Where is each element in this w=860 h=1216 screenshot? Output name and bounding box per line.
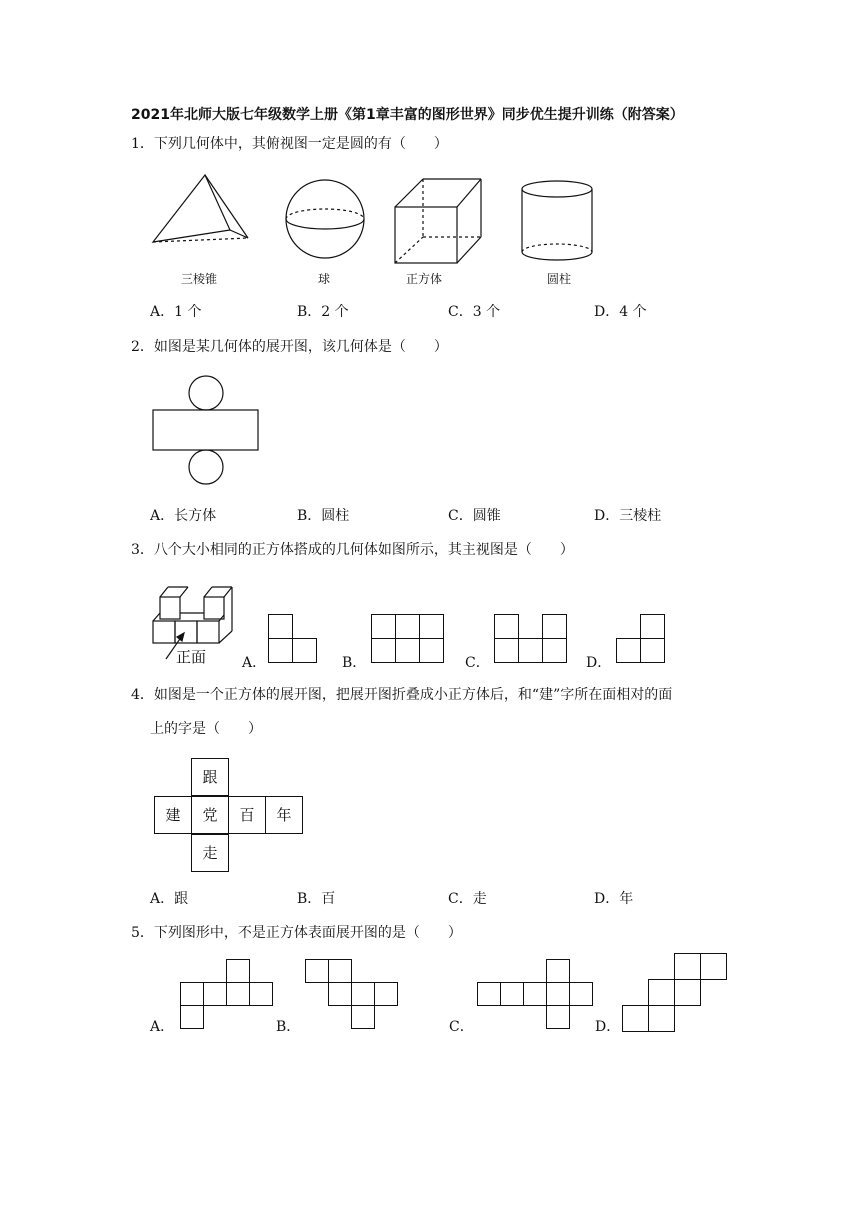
q5-b-square: [305, 959, 329, 983]
q3-option-c[interactable]: C．: [465, 655, 490, 671]
q2-option-d[interactable]: D．三棱柱: [594, 508, 662, 524]
q5-b-square: [351, 1005, 375, 1029]
q5-a-square: [226, 982, 250, 1006]
q5-a-square: [180, 1005, 204, 1029]
q5-option-c[interactable]: C．: [449, 1019, 474, 1035]
q5-c-square: [500, 982, 524, 1006]
page-title: 2021年北师大版七年级数学上册《第1章丰富的图形世界》同步优生提升训练（附答案）: [131, 107, 684, 123]
q2-option-c[interactable]: C．圆锥: [448, 508, 501, 524]
q4-stem-line1: 4．如图是一个正方体的展开图，把展开图折叠成小正方体后，和“建”字所在面相对的面: [131, 687, 673, 703]
q4-option-a[interactable]: A．跟: [150, 891, 189, 907]
q5-a-square: [180, 982, 204, 1006]
q5-d-square: [648, 979, 675, 1006]
q1-option-c[interactable]: C．3 个: [448, 304, 501, 320]
q4-cell-left: 建: [154, 796, 192, 834]
q5-d-square: [622, 1005, 649, 1032]
q5-option-d[interactable]: D．: [595, 1019, 621, 1035]
q3-stem: 3．八个大小相同的正方体搭成的几何体如图所示，其主视图是（ ）: [131, 542, 574, 558]
q3-b-square: [395, 614, 420, 639]
q3-b-square: [371, 638, 396, 663]
q5-c-square: [546, 982, 570, 1006]
q3-b-square: [419, 614, 444, 639]
q4-option-d[interactable]: D．年: [594, 891, 634, 907]
cylinder-figure: [521, 180, 595, 266]
cube-figure: [393, 177, 483, 267]
q3-c-square: [518, 638, 543, 663]
q2-option-b[interactable]: B．圆柱: [297, 508, 350, 524]
q3-b-square: [371, 614, 396, 639]
q5-c-square: [477, 982, 501, 1006]
q1-caption-pyramid: 三棱锥: [181, 272, 218, 286]
q5-option-a[interactable]: A．: [150, 1019, 175, 1035]
q3-a-square: [268, 614, 293, 639]
sphere-figure: [285, 179, 367, 261]
q3-d-square: [616, 638, 641, 663]
q3-a-square: [268, 638, 293, 663]
q5-d-square: [648, 1005, 675, 1032]
q4-cell-bottom: 走: [191, 834, 229, 872]
q5-b-square: [374, 982, 398, 1006]
q5-d-square: [700, 953, 727, 980]
q3-a-square: [292, 638, 317, 663]
q3-front-label: 正面: [176, 648, 207, 666]
q4-option-b[interactable]: B．百: [297, 891, 336, 907]
q3-b-square: [395, 638, 420, 663]
q5-a-square: [249, 982, 273, 1006]
q1-option-a[interactable]: A．1 个: [150, 304, 202, 320]
q1-stem: 1．下列几何体中，其俯视图一定是圆的有（ ）: [131, 136, 448, 152]
q5-a-square: [203, 982, 227, 1006]
q4-stem-line2: 上的字是（ ）: [150, 721, 262, 737]
q5-stem: 5．下列图形中，不是正方体表面展开图的是（ ）: [131, 925, 462, 941]
q5-c-square: [546, 1005, 570, 1029]
q3-d-square: [640, 614, 665, 639]
q5-option-b[interactable]: B．: [276, 1019, 301, 1035]
q2-option-a[interactable]: A．长方体: [150, 508, 217, 524]
q5-c-square: [569, 982, 593, 1006]
q3-d-square: [640, 638, 665, 663]
q3-c-square: [542, 614, 567, 639]
q5-b-square: [328, 959, 352, 983]
q4-option-c[interactable]: C．走: [448, 891, 487, 907]
q3-b-square: [419, 638, 444, 663]
q4-cell-right1: 百: [228, 796, 266, 834]
q1-caption-sphere: 球: [318, 272, 331, 286]
q1-option-d[interactable]: D．4 个: [594, 304, 647, 320]
q5-a-square: [226, 959, 250, 983]
q5-d-square: [674, 979, 701, 1006]
cylinder-net-figure: [152, 375, 260, 487]
q3-c-square: [494, 614, 519, 639]
q3-c-square: [542, 638, 567, 663]
q1-option-b[interactable]: B．2 个: [297, 304, 349, 320]
q3-c-square: [494, 638, 519, 663]
q2-stem: 2．如图是某几何体的展开图，该几何体是（ ）: [131, 339, 448, 355]
q4-cell-center: 党: [191, 796, 229, 834]
q4-cell-top: 跟: [191, 758, 229, 796]
q5-b-square: [328, 982, 352, 1006]
q3-option-d[interactable]: D．: [586, 655, 612, 671]
q4-cell-right2: 年: [265, 796, 303, 834]
q5-b-square: [351, 982, 375, 1006]
q5-c-square: [523, 982, 547, 1006]
q5-c-square: [546, 959, 570, 983]
q1-caption-cylinder: 圆柱: [547, 272, 572, 286]
q5-d-square: [674, 953, 701, 980]
q3-option-b[interactable]: B．: [342, 655, 367, 671]
q3-option-a[interactable]: A．: [242, 655, 267, 671]
q1-caption-cube: 正方体: [406, 272, 443, 286]
triangular-pyramid-figure: [150, 170, 260, 260]
